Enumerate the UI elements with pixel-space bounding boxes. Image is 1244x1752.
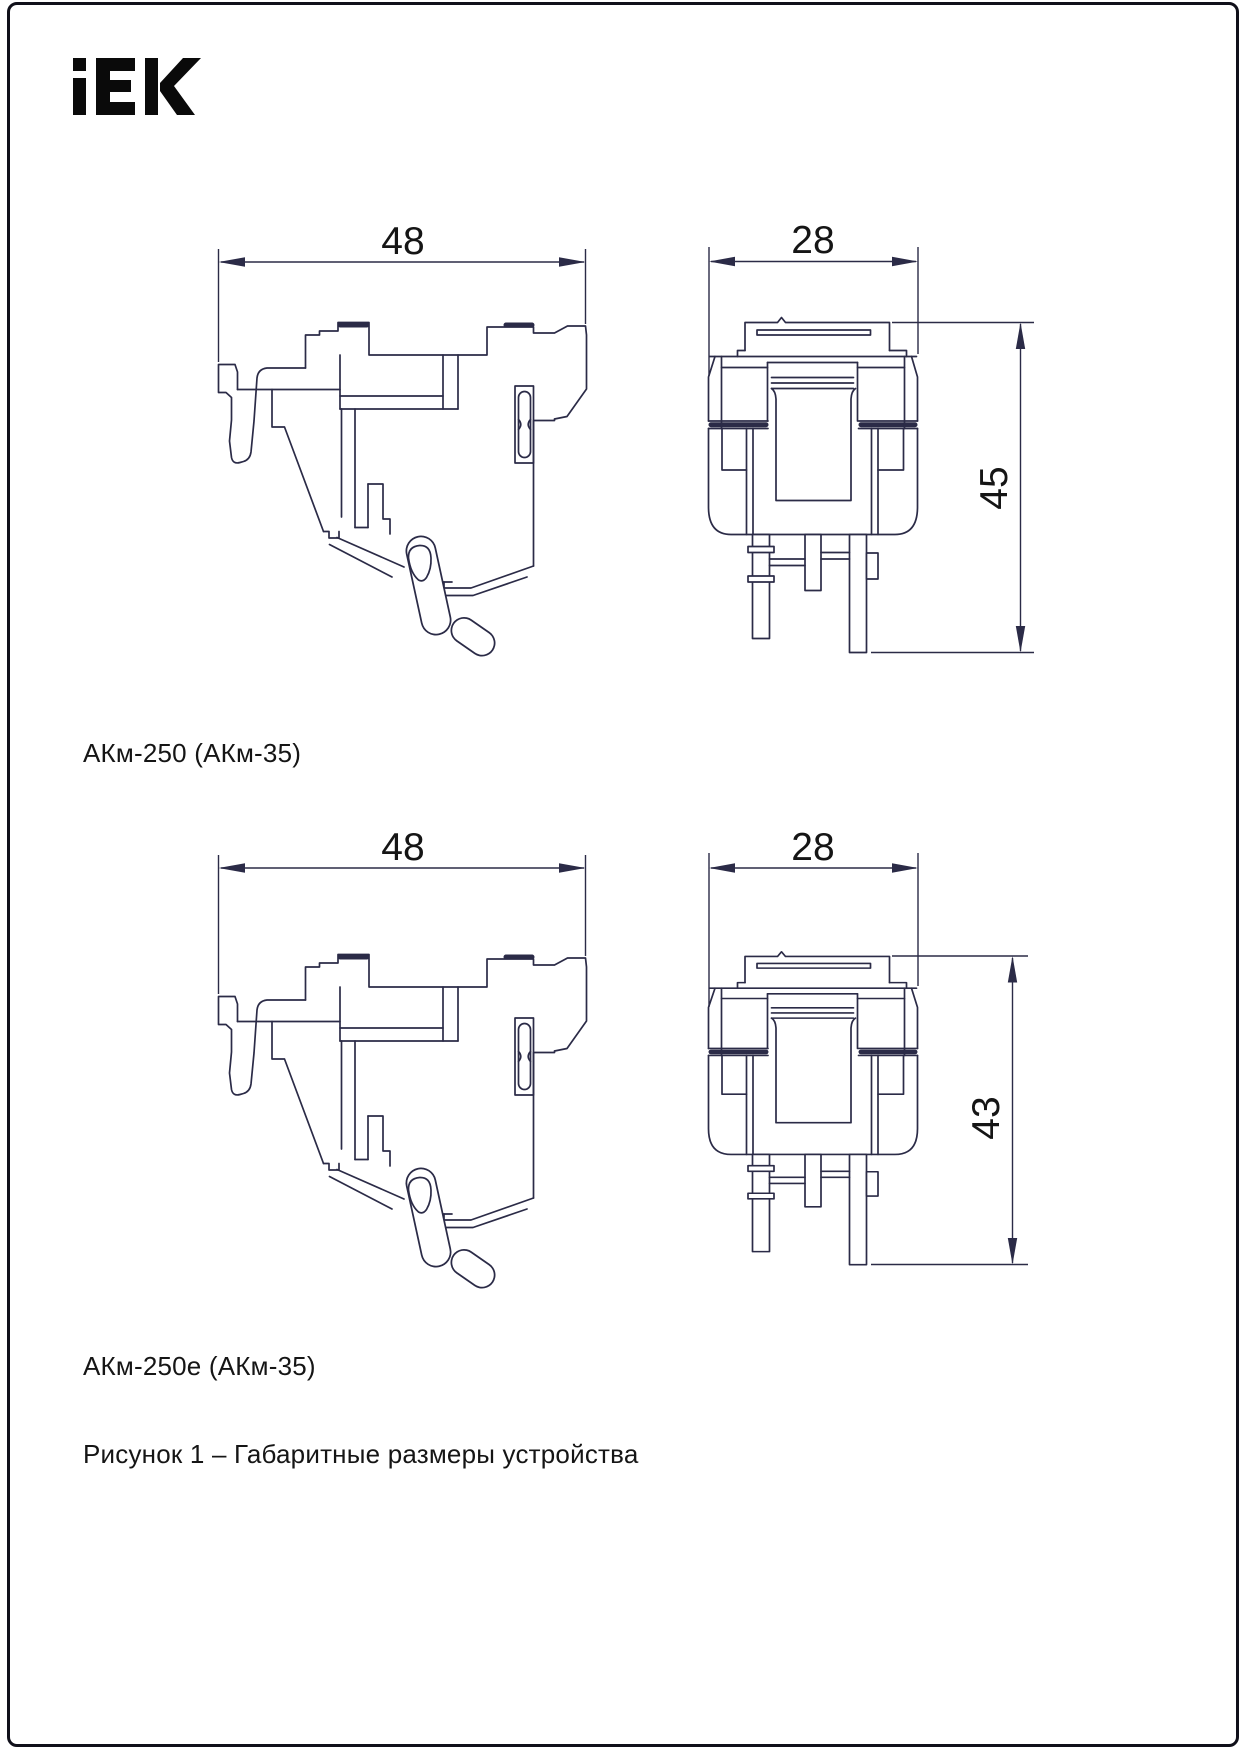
dimension-height-45 xyxy=(871,323,1034,653)
figure-caption: Рисунок 1 – Габаритные размеры устройства xyxy=(83,1439,639,1469)
figure1-side-view xyxy=(219,323,587,644)
figure2-front-view xyxy=(709,952,918,1265)
dim-width-label: 48 xyxy=(381,220,425,263)
dimension-depth-28-2 xyxy=(709,826,918,1007)
figure-akm250 xyxy=(219,219,1035,653)
figure-akm250e xyxy=(219,826,1029,1275)
figure1-front-view xyxy=(709,318,918,653)
dimension-width-48 xyxy=(219,220,586,362)
dim-width-label-2: 48 xyxy=(381,826,425,869)
dim-depth-label: 28 xyxy=(791,219,835,262)
model-label-akm250: АКм-250 (АКм-35) xyxy=(83,738,302,768)
dim-height-label-2: 43 xyxy=(965,1096,1008,1140)
figure2-side-view xyxy=(219,955,587,1276)
dimension-height-43 xyxy=(871,956,1028,1265)
dimension-width-48-2 xyxy=(219,826,586,994)
dim-depth-label-2: 28 xyxy=(791,826,835,869)
dimension-depth-28 xyxy=(709,219,918,376)
model-label-akm250e: АКм-250е (АКм-35) xyxy=(83,1351,316,1381)
dim-height-label: 45 xyxy=(973,466,1016,510)
